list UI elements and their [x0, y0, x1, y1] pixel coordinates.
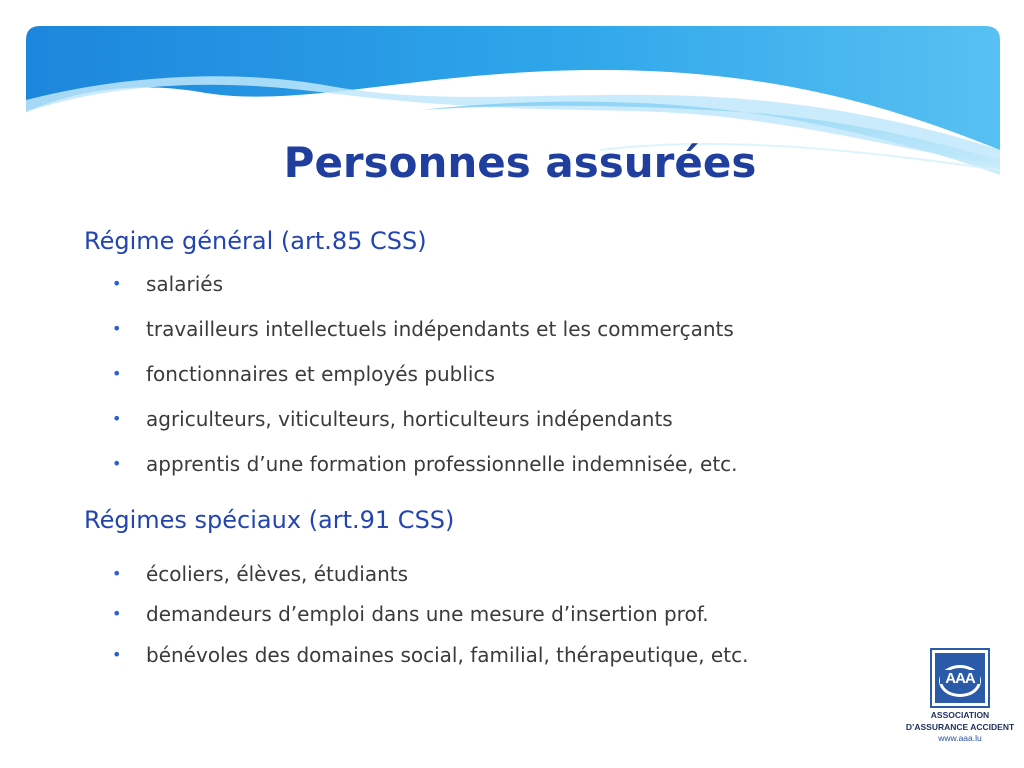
bullet-icon: •	[112, 409, 122, 428]
list-item	[112, 406, 673, 432]
list-item-text: agriculteurs, viticulteurs, horticulteurs indépendants	[146, 407, 673, 431]
logo-url: www.aaa.lu	[938, 733, 982, 743]
bullet-icon: •	[112, 454, 122, 473]
logo-line-2: D’ASSURANCE ACCIDENT	[905, 722, 1015, 732]
list-item-text: écoliers, élèves, étudiants	[146, 562, 409, 586]
section-heading-regimes-speciaux: Régimes spéciaux (art.91 CSS)	[84, 506, 455, 534]
list-item-text: fonctionnaires et employés publics	[146, 362, 495, 386]
logo-line-1: ASSOCIATION	[930, 710, 990, 720]
aaa-logo-mark-icon	[930, 648, 990, 708]
list-item-text: apprentis d’une formation professionnelle indemnisée, etc.	[146, 452, 738, 476]
list-item	[112, 271, 223, 297]
list-item-text: travailleurs intellectuels indépendants et les commerçants	[146, 317, 734, 341]
logo-mark-text: AAA	[945, 670, 975, 687]
list-item	[112, 601, 709, 627]
aaa-logo	[904, 648, 1016, 748]
bullet-icon: •	[112, 274, 122, 293]
slide-title: Personnes assurées	[283, 138, 757, 187]
bullet-icon: •	[112, 645, 122, 664]
list-item	[112, 361, 495, 387]
list-item-text: demandeurs d’emploi dans une mesure d’insertion prof.	[146, 602, 709, 626]
list-item-text: salariés	[146, 272, 223, 296]
list-item	[112, 642, 748, 668]
bullet-icon: •	[112, 319, 122, 338]
list-item	[112, 451, 738, 477]
bullet-icon: •	[112, 364, 122, 383]
section-heading-regime-general: Régime général (art.85 CSS)	[84, 227, 427, 255]
list-item	[112, 561, 408, 587]
bullet-icon: •	[112, 564, 122, 583]
bullet-icon: •	[112, 604, 122, 623]
list-item	[112, 316, 734, 342]
list-item-text: bénévoles des domaines social, familial, thérapeutique, etc.	[146, 643, 749, 667]
